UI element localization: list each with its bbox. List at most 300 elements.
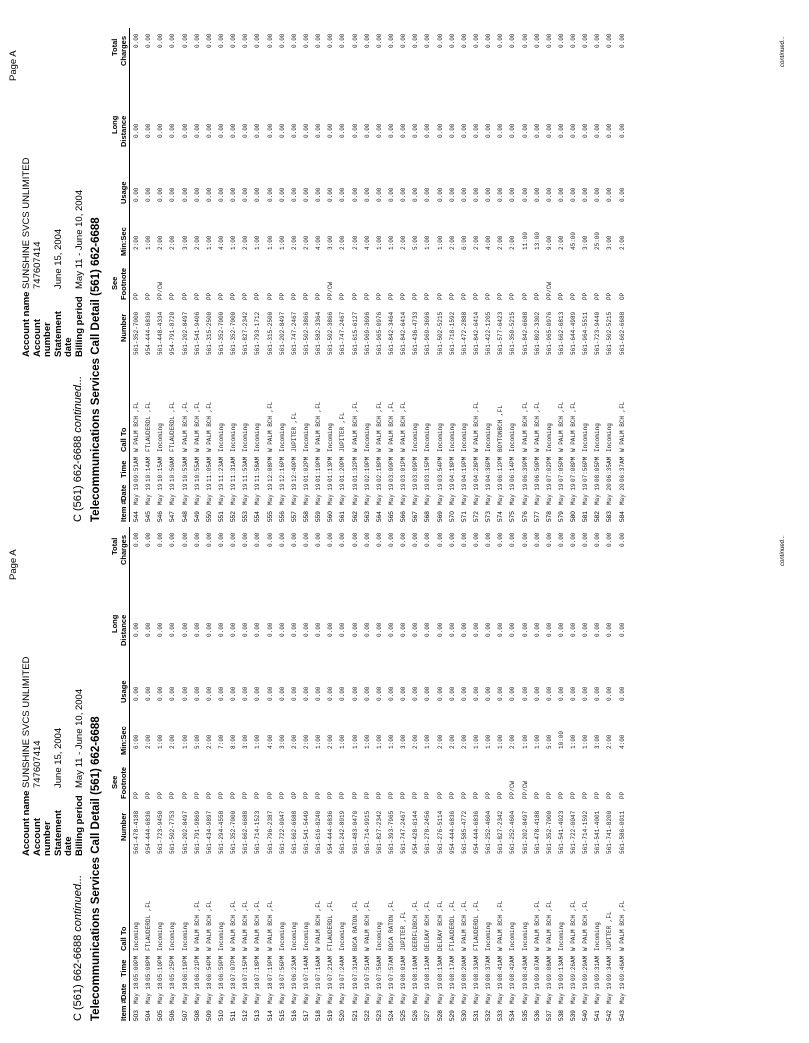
row-call-to: FTLAUDERDL ,FL <box>472 900 480 951</box>
table-row <box>435 28 447 522</box>
row-min-sec: 4:00 <box>217 235 225 250</box>
table-row <box>471 28 483 522</box>
table-row <box>507 527 519 1021</box>
table-row <box>204 527 216 1021</box>
row-usage: 0.00 <box>315 187 323 202</box>
row-total-charges: 0.00 <box>290 33 298 48</box>
row-usage: 0.00 <box>339 187 347 202</box>
row-item-number: 503 <box>133 1010 140 1021</box>
row-phone-number: 561-448-4334 <box>157 311 165 355</box>
row-total-charges: 0.00 <box>594 33 602 48</box>
row-phone-number: 561-964-5511 <box>582 311 590 355</box>
row-usage: 0.00 <box>521 686 529 701</box>
row-phone-number: 561-969-3696 <box>424 311 432 355</box>
row-date: May 19 <box>424 982 432 1004</box>
row-footnote: PP <box>594 791 602 799</box>
row-total-charges: 0.00 <box>193 532 201 547</box>
row-phone-number: 561-202-8497 <box>521 810 529 854</box>
row-total-charges: 0.00 <box>460 33 468 48</box>
row-min-sec: 3:00 <box>327 235 335 250</box>
row-phone-number: 561-662-6688 <box>618 311 626 355</box>
row-date: May 19 <box>278 483 286 505</box>
row-time: 08:37 <box>485 962 493 981</box>
row-ampm: AM <box>594 955 602 963</box>
row-min-sec: 2:00 <box>509 734 517 749</box>
row-date: May 19 <box>557 483 565 505</box>
row-time: 07:57 <box>387 962 395 981</box>
table-row <box>337 527 349 1021</box>
row-ampm: AM <box>145 456 153 464</box>
row-total-charges: 0.00 <box>618 532 626 547</box>
account-name: SUNSHINE SVCS UNLIMITED <box>21 157 32 289</box>
row-item-number: 524 <box>387 1010 395 1021</box>
table-row <box>192 527 204 1021</box>
row-item-number: 562 <box>351 511 359 522</box>
row-min-sec: 2:00 <box>193 235 201 250</box>
row-time: 05:10 <box>157 962 165 981</box>
row-footnote: PP <box>302 791 310 799</box>
header-distance: Distance <box>119 614 128 646</box>
row-item-number: 533 <box>497 1010 505 1021</box>
row-total-charges: 0.00 <box>448 532 456 547</box>
row-long-distance: 0.00 <box>545 622 553 637</box>
row-usage: 0.00 <box>217 187 225 202</box>
row-ampm: PM <box>375 456 383 464</box>
row-ampm: AM <box>424 955 432 963</box>
section-title: Telecommunications Services Call Detail (561) 662-6688 <box>90 716 102 1021</box>
row-call-to: W PALM BCH ,FL <box>266 900 274 951</box>
row-long-distance: 0.00 <box>230 622 238 637</box>
row-ampm: AM <box>181 456 189 464</box>
row-long-distance: 0.00 <box>205 123 213 138</box>
row-ampm: PM <box>327 456 335 464</box>
row-footnote: PP <box>157 791 165 799</box>
row-phone-number: 561-541-9406 <box>193 311 201 355</box>
table-row <box>447 28 459 522</box>
row-time: 04:19 <box>460 463 468 482</box>
row-time: 08:17 <box>448 962 456 981</box>
row-min-sec: 8:00 <box>230 734 238 749</box>
row-ampm: PM <box>497 456 505 464</box>
row-time: 08:13 <box>436 962 444 981</box>
row-long-distance: 0.00 <box>606 622 614 637</box>
row-min-sec: 2:00 <box>448 734 456 749</box>
row-call-to: Incoming <box>424 423 432 452</box>
row-call-to: Incoming <box>594 922 602 951</box>
row-min-sec: 9:00 <box>545 235 553 250</box>
row-call-to: W PALM BCH ,FL <box>387 401 395 452</box>
table-row <box>374 28 386 522</box>
table-row <box>362 28 374 522</box>
row-phone-number: 561-541-5449 <box>302 810 310 854</box>
row-phone-number: 561-202-8497 <box>278 311 286 355</box>
row-time: 09:29 <box>582 962 590 981</box>
row-footnote: PP <box>351 292 359 300</box>
row-min-sec: 1:00 <box>375 734 383 749</box>
row-min-sec: 1:00 <box>278 235 286 250</box>
row-total-charges: 0.00 <box>472 33 480 48</box>
header-distance: Distance <box>119 115 128 147</box>
table-row <box>532 527 544 1021</box>
row-item-number: 544 <box>133 511 140 522</box>
row-date: May 19 <box>315 982 323 1004</box>
row-phone-number: 561-315-2500 <box>205 311 213 355</box>
row-min-sec: 2:00 <box>169 235 177 250</box>
row-phone-number: 561-662-6688 <box>242 810 250 854</box>
row-footnote: PP <box>594 292 602 300</box>
row-total-charges: 0.00 <box>133 532 140 547</box>
row-long-distance: 0.00 <box>387 123 395 138</box>
row-min-sec: 2:00 <box>618 235 626 250</box>
row-min-sec: 3:00 <box>606 235 614 250</box>
row-phone-number: 561-352-7000 <box>230 311 238 355</box>
row-total-charges: 0.00 <box>266 532 274 547</box>
table-row <box>131 28 143 522</box>
row-min-sec: 3:00 <box>582 235 590 250</box>
row-time: 11:23 <box>217 463 225 482</box>
row-usage: 0.00 <box>436 686 444 701</box>
row-footnote: PP <box>242 791 250 799</box>
row-date: May 19 <box>497 982 505 1004</box>
row-phone-number: 561-965-0976 <box>375 311 383 355</box>
row-date: May 19 <box>351 982 359 1004</box>
row-item-number: 569 <box>436 511 444 522</box>
row-item-number: 557 <box>290 511 298 522</box>
row-phone-number: 561-827-2342 <box>242 311 250 355</box>
row-total-charges: 0.00 <box>509 33 517 48</box>
row-usage: 0.00 <box>533 187 541 202</box>
row-date: May 18 <box>157 982 165 1004</box>
row-long-distance: 0.00 <box>545 123 553 138</box>
row-item-number: 527 <box>424 1010 432 1021</box>
row-total-charges: 0.00 <box>545 33 553 48</box>
row-min-sec: 2:00 <box>302 235 310 250</box>
row-time: 07:15 <box>242 962 250 981</box>
row-item-number: 506 <box>169 1010 177 1021</box>
row-footnote: PP <box>521 292 529 300</box>
row-item-number: 509 <box>205 1010 213 1021</box>
row-call-to: Incoming <box>545 423 553 452</box>
row-ampm: PM <box>290 456 298 464</box>
row-footnote: PP <box>606 292 614 300</box>
row-usage: 0.00 <box>157 686 165 701</box>
row-time: 06:14 <box>509 463 517 482</box>
row-time: 04:18 <box>448 463 456 482</box>
statement-page-left <box>0 521 809 1021</box>
row-total-charges: 0.00 <box>302 33 310 48</box>
row-phone-number: 561-722-0047 <box>570 810 578 854</box>
row-long-distance: 0.00 <box>460 123 468 138</box>
row-min-sec: 2:00 <box>145 734 153 749</box>
row-phone-number: 561-541-4023 <box>557 810 565 854</box>
row-long-distance: 0.00 <box>521 123 529 138</box>
row-long-distance: 0.00 <box>351 622 359 637</box>
row-time: 08:33 <box>472 962 480 981</box>
row-min-sec: 10:00 <box>557 730 565 749</box>
row-total-charges: 0.00 <box>315 33 323 48</box>
row-long-distance: 0.00 <box>169 622 177 637</box>
row-total-charges: 0.00 <box>315 532 323 547</box>
row-min-sec: 5:00 <box>193 734 201 749</box>
row-phone-number: 561-722-0047 <box>278 810 286 854</box>
row-total-charges: 0.00 <box>412 532 420 547</box>
account-name-label: Account name <box>21 291 32 357</box>
row-time: 07:16 <box>315 962 323 981</box>
row-date: May 19 <box>266 483 274 505</box>
page-label: Page A <box>8 549 19 580</box>
table-row <box>410 28 422 522</box>
row-min-sec: 3:00 <box>400 734 408 749</box>
row-time: 08:20 <box>460 962 468 981</box>
row-usage: 0.00 <box>460 686 468 701</box>
row-footnote: PP <box>400 791 408 799</box>
row-usage: 0.00 <box>315 686 323 701</box>
row-ampm: AM <box>193 456 201 464</box>
row-time: 06:19 <box>181 962 189 981</box>
row-total-charges: 0.00 <box>375 33 383 48</box>
row-ampm: PM <box>205 955 213 963</box>
row-call-to: Incoming <box>290 922 298 951</box>
table-row <box>580 28 592 522</box>
row-call-to: W PALM BCH ,FL <box>570 401 578 452</box>
row-time: 10:53 <box>181 463 189 482</box>
row-call-to: Incoming <box>485 423 493 452</box>
table-row <box>520 527 532 1021</box>
row-usage: 0.00 <box>460 187 468 202</box>
row-time: 04:28 <box>472 463 480 482</box>
row-phone-number: 561-662-6813 <box>557 311 565 355</box>
table-row <box>604 527 616 1021</box>
row-call-to: W PALM BCH ,FL <box>618 401 626 452</box>
row-min-sec: 25:00 <box>594 231 602 250</box>
row-total-charges: 0.00 <box>205 532 213 547</box>
row-date: May 18 <box>217 982 225 1004</box>
row-min-sec: 1:00 <box>521 734 529 749</box>
row-phone-number: 561-252-4604 <box>485 810 493 854</box>
row-total-charges: 0.00 <box>375 532 383 547</box>
row-total-charges: 0.00 <box>157 532 165 547</box>
row-usage: 0.00 <box>327 686 335 701</box>
billing-period: May 11 - June 10, 2004 <box>73 189 85 289</box>
table-row <box>143 527 155 1021</box>
row-call-to: W PALM BCH ,FL <box>460 900 468 951</box>
row-phone-number: 954-444-6836 <box>472 810 480 854</box>
row-total-charges: 0.00 <box>400 532 408 547</box>
row-date: May 18 <box>133 982 140 1004</box>
table-row <box>167 527 179 1021</box>
row-min-sec: 7:00 <box>217 734 225 749</box>
header-long: Long <box>110 115 119 134</box>
row-date: May 19 <box>254 483 262 505</box>
row-date: May 19 <box>387 982 395 1004</box>
row-time: 10:15 <box>157 463 165 482</box>
row-date: May 18 <box>205 982 213 1004</box>
row-phone-number: 561-202-8497 <box>181 810 189 854</box>
row-long-distance: 0.00 <box>533 123 541 138</box>
row-phone-number: 954-428-6144 <box>412 810 420 854</box>
row-time: 01:02 <box>302 463 310 482</box>
row-ampm: AM <box>400 955 408 963</box>
row-total-charges: 0.00 <box>145 532 153 547</box>
header-date: Date <box>119 484 128 501</box>
row-phone-number: 561-714-1592 <box>582 810 590 854</box>
row-long-distance: 0.00 <box>157 123 165 138</box>
account-name-label: Account name <box>21 790 32 856</box>
row-item-number: 573 <box>485 511 493 522</box>
row-footnote: PP <box>205 292 213 300</box>
table-row <box>422 28 434 522</box>
row-total-charges: 0.00 <box>436 532 444 547</box>
row-phone-number: 561-352-7000 <box>133 311 140 355</box>
row-item-number: 580 <box>570 511 578 522</box>
row-call-to: Incoming <box>327 423 335 452</box>
row-min-sec: 5:00 <box>545 734 553 749</box>
row-footnote: PP <box>302 292 310 300</box>
row-date: May 19 <box>412 483 420 505</box>
row-footnote: PP <box>472 791 480 799</box>
row-item-number: 537 <box>545 1010 553 1021</box>
row-item-number: 514 <box>266 1010 274 1021</box>
header-charges: Charges <box>119 534 128 565</box>
row-long-distance: 0.00 <box>472 123 480 138</box>
row-date: May 19 <box>521 982 529 1004</box>
row-item-number: 545 <box>145 511 153 522</box>
row-footnote: PP <box>375 292 383 300</box>
row-total-charges: 0.00 <box>460 532 468 547</box>
row-long-distance: 0.00 <box>412 622 420 637</box>
row-phone-number: 561-747-2467 <box>400 810 408 854</box>
row-usage: 0.00 <box>363 686 371 701</box>
row-usage: 0.00 <box>387 187 395 202</box>
row-item-number: 535 <box>521 1010 529 1021</box>
row-min-sec: 1:00 <box>570 734 578 749</box>
row-long-distance: 0.00 <box>205 622 213 637</box>
row-item-number: 542 <box>606 1010 614 1021</box>
row-time: 01:10 <box>315 463 323 482</box>
row-long-distance: 0.00 <box>290 622 298 637</box>
row-item-number: 565 <box>387 511 395 522</box>
row-footnote: PP <box>412 292 420 300</box>
row-item-number: 576 <box>521 511 529 522</box>
row-usage: 0.00 <box>521 187 529 202</box>
row-time: 02:18 <box>375 463 383 482</box>
row-long-distance: 0.00 <box>254 123 262 138</box>
row-usage: 0.00 <box>412 187 420 202</box>
row-date: May 19 <box>460 982 468 1004</box>
row-date: May 19 <box>533 982 541 1004</box>
table-row <box>398 527 410 1021</box>
row-phone-number: 561-802-3302 <box>533 311 541 355</box>
table-row <box>471 527 483 1021</box>
row-phone-number: 561-965-0976 <box>545 311 553 355</box>
row-date: May 19 <box>351 483 359 505</box>
row-total-charges: 0.00 <box>266 33 274 48</box>
row-min-sec: 1:00 <box>339 734 347 749</box>
row-min-sec: 1:00 <box>375 235 383 250</box>
row-footnote: PP/CW <box>521 780 529 799</box>
row-footnote: PP <box>181 791 189 799</box>
row-call-to: Incoming <box>217 423 225 452</box>
row-call-to: Incoming <box>557 922 565 951</box>
row-date: May 19 <box>448 982 456 1004</box>
row-usage: 0.00 <box>169 187 177 202</box>
row-time: 11:31 <box>230 463 238 482</box>
table-row <box>277 527 289 1021</box>
row-footnote: PP <box>387 791 395 799</box>
row-ampm: AM <box>230 456 238 464</box>
row-usage: 0.00 <box>169 686 177 701</box>
table-row <box>362 527 374 1021</box>
section-subtitle <box>72 875 84 1021</box>
row-ampm: PM <box>594 456 602 464</box>
row-long-distance: 0.00 <box>400 622 408 637</box>
row-usage: 0.00 <box>254 686 262 701</box>
row-footnote: PP <box>533 791 541 799</box>
row-call-to: BOYTONBCH ,FL <box>497 405 505 452</box>
row-footnote: PP <box>242 292 250 300</box>
row-min-sec: 2:00 <box>557 235 565 250</box>
row-total-charges: 0.00 <box>339 532 347 547</box>
row-usage: 0.00 <box>400 686 408 701</box>
row-call-to: Incoming <box>339 922 347 951</box>
row-time: 06:50 <box>533 463 541 482</box>
row-time: 09:07 <box>533 962 541 981</box>
row-min-sec: 6:00 <box>460 235 468 250</box>
row-long-distance: 0.00 <box>375 123 383 138</box>
statement-date: June 15, 2004 <box>52 727 64 788</box>
row-min-sec: 3:00 <box>242 734 250 749</box>
row-date: May 19 <box>521 483 529 505</box>
row-ampm: AM <box>472 955 480 963</box>
row-long-distance: 0.00 <box>217 622 225 637</box>
row-date: May 19 <box>193 483 201 505</box>
row-usage: 0.00 <box>133 187 140 202</box>
row-item-number: 551 <box>217 511 225 522</box>
row-time: 10:55 <box>193 463 201 482</box>
row-long-distance: 0.00 <box>448 622 456 637</box>
row-ampm: AM <box>169 456 177 464</box>
row-date: May 19 <box>363 982 371 1004</box>
row-min-sec: 4:00 <box>618 734 626 749</box>
row-call-to: Incoming <box>412 423 420 452</box>
row-usage: 0.00 <box>351 187 359 202</box>
row-call-to: W PALM BCH ,FL <box>181 401 189 452</box>
row-footnote: PP <box>509 292 517 300</box>
row-item-number: 577 <box>533 511 541 522</box>
row-ampm: PM <box>448 456 456 464</box>
row-phone-number: 561-352-7000 <box>545 810 553 854</box>
row-ampm: PM <box>133 955 140 963</box>
row-long-distance: 0.00 <box>266 123 274 138</box>
row-call-to: W PALM BCH ,FL <box>497 900 505 951</box>
row-item-number: 517 <box>302 1010 310 1021</box>
row-item-number: 566 <box>400 511 408 522</box>
row-min-sec: 2:00 <box>412 734 420 749</box>
row-min-sec: 2:00 <box>290 734 298 749</box>
row-ampm: AM <box>375 955 383 963</box>
row-time: 07:56 <box>375 962 383 981</box>
row-ampm: PM <box>339 456 347 464</box>
row-total-charges: 0.00 <box>448 33 456 48</box>
row-footnote: PP <box>412 791 420 799</box>
row-time: 12:40 <box>290 463 298 482</box>
row-time: 09:26 <box>570 962 578 981</box>
row-time: 07:19 <box>266 962 274 981</box>
row-ampm: PM <box>181 955 189 963</box>
row-ampm: AM <box>387 955 395 963</box>
row-usage: 0.00 <box>570 187 578 202</box>
row-ampm: AM <box>618 456 626 464</box>
